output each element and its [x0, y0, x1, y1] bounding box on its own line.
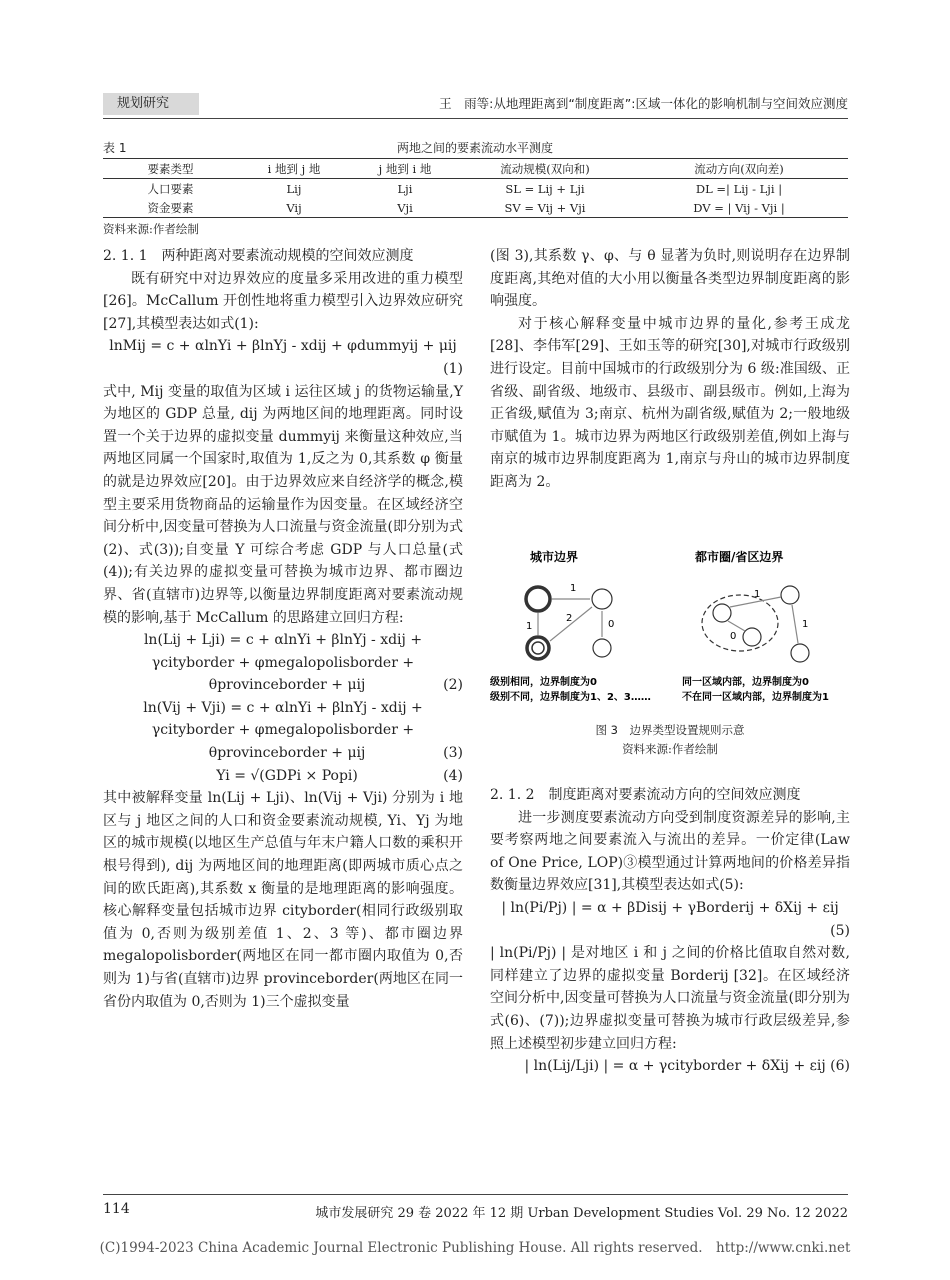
fig-note: 不在同一区域内部，边界制度为1: [682, 692, 829, 703]
table-cell: DV = | Vij - Vji |: [693, 200, 785, 215]
fig-label: 0: [608, 619, 615, 630]
table-row: [103, 179, 848, 199]
table-caption: 两地之间的要素流动水平测度: [396, 141, 553, 155]
table-cell: Lij: [286, 181, 302, 196]
fig-label: 2: [566, 613, 573, 624]
paragraph: 其中被解释变量 ln(Lij + Lji)、ln(Vij + Vji) 分别为 i 地区与 j 地区之间的人口和资金要素流动规模, Yi、Yj 为地区的城市规模(以地区生产总值与年末户籍人口数的乘积开根号得到), dij 为两地区间的地理距离(即两城市质心点之间的欧氏距离),其系数 x 衡量的是地理距离的影响强度。核心解释变量包括城市边界 cityborder(相同行政级别取值为 0,否则为级别差值 1、2、3 等)、都市圈边界 megalopolisborder(两地区在同一都市圈内取值为 0,否则为 1)与省(直辖市)边界 provinceborder(两地区在同一省份内取值为 0,否则为 1)三个虚拟变量: [103, 790, 463, 1010]
table-source: 资料来源:作者绘制: [103, 222, 199, 236]
equation-2: γcityborder + φmegalopolisborder +: [151, 654, 415, 671]
table-cell: 人口要素: [147, 181, 194, 196]
flow-arrow: [792, 605, 798, 643]
table-cell: Vij: [286, 200, 302, 215]
equation-3: γcityborder + φmegalopolisborder +: [151, 722, 415, 739]
fig-note: 同一区域内部，边界制度为0: [682, 677, 809, 688]
table-cell: Vji: [397, 200, 413, 215]
equation-2: θprovinceborder + μij: [208, 677, 366, 694]
city-node-small: [593, 639, 611, 657]
region-node: [791, 644, 809, 662]
header-rule: [103, 118, 848, 119]
col-header: i 地到 j 地: [267, 161, 321, 176]
col-header: j 地到 i 地: [378, 161, 432, 176]
equation-3: ln(Vij + Vji) = c + αlnYi + βlnYj - xdij +: [143, 699, 423, 716]
equation-number: (1): [443, 360, 463, 377]
figure-source: 资料来源:作者绘制: [622, 742, 718, 756]
left-column: [103, 245, 463, 1013]
equation-2: ln(Lij + Lji) = c + αlnYi + βlnYj - xdij +: [143, 632, 423, 649]
equation-6: | ln(Lij/Lji) | = α + γcityborder + δXij + εij (6): [524, 1058, 850, 1075]
paragraph: (图 3),其系数 γ、φ、与 θ 显著为负时,则说明存在边界制度距离,其绝对值的大小用以衡量各类型边界制度距离的影响强度。: [490, 248, 850, 310]
col-header: 流动规模(双向和): [500, 161, 590, 176]
fig-right-title: 都市圈/省区边界: [695, 550, 784, 564]
fig-label: 1: [570, 583, 577, 594]
section-heading: 2. 1. 2 制度距离对要素流动方向的空间效应测度: [490, 787, 801, 803]
fig-label: 1: [754, 589, 761, 600]
city-node-large: [526, 587, 550, 611]
table-row: [103, 198, 848, 218]
fig-note: 级别相同，边界制度为0: [490, 677, 597, 688]
equation-5: | ln(Pi/Pj) | = α + βDisij + γBorderij + δXij + εij: [501, 899, 839, 916]
equation-3: θprovinceborder + μij: [208, 745, 366, 762]
equation-number: (5): [830, 922, 850, 939]
equation-number: (4): [443, 767, 463, 784]
city-node-large: [527, 637, 549, 659]
region-node: [713, 604, 731, 622]
page-number: 114: [103, 1201, 130, 1217]
journal-info: 城市发展研究 29 卷 2022 年 12 期 Urban Development Studies Vol. 29 No. 12 2022: [315, 1206, 848, 1221]
paragraph: 对于核心解释变量中城市边界的量化,参考王成龙[28]、李伟军[29]、王如玉等的研究[30],对城市行政级别进行设定。目前中国城市的行政级别分为 6 级:准国级、正省级、副省级、地级市、县级市、副县级市。例如,上海为正省级,赋值为 3;南京、杭州为副省级,赋值为 2;一般地级市赋值为 1。城市边界为两地区行政级别差值,例如上海与南京的城市边界制度距离为 1,南京与舟山的城市边界制度距离为 2。: [490, 315, 850, 490]
region-node: [781, 586, 799, 604]
equation-number: (3): [443, 745, 463, 762]
copyright-line: (C)1994-2023 China Academic Journal Electronic Publishing House. All rights reserved. http://www.cnki.net: [99, 1240, 851, 1256]
paragraph: 既有研究中对边界效应的度量多采用改进的重力模型[26]。McCallum 开创性地将重力模型引入边界效应研究[27],其模型表达如式(1):: [103, 270, 463, 332]
city-node-inner: [532, 642, 544, 654]
fig-label: 1: [526, 621, 533, 632]
section-heading: 2. 1. 1 两种距离对要素流动规模的空间效应测度: [103, 248, 414, 264]
region-boundary: [702, 595, 778, 651]
paragraph: 进一步测度要素流动方向受到制度资源差异的影响,主要考察两地之间要素流入与流出的差异。一价定律(Law of One Price, LOP)③模型通过计算两地间的价格差异指数衡量边界效应[31],其模型表达如式(5):: [490, 809, 850, 894]
region-node: [743, 628, 761, 646]
equation-1: lnMij = c + αlnYi + βlnYj - xdij + φdummyij + μij: [109, 338, 457, 355]
running-title: 王 雨等:从地理距离到“制度距离”:区域一体化的影响机制与空间效应测度: [439, 96, 848, 111]
table-cell: 资金要素: [147, 200, 194, 215]
flow-arrow: [728, 621, 745, 631]
flow-measure-table: [103, 158, 848, 218]
table-cell: DL =| Lij - Lji |: [695, 181, 783, 196]
figure-caption: 图 3 边界类型设置规则示意: [595, 723, 745, 737]
equation-4: Yi = √(GDPi × Popi): [216, 767, 358, 784]
paragraph: 式中, Mij 变量的取值为区域 i 运往区域 j 的货物运输量,Y 为地区的 GDP 总量, dij 为两地区间的地理距离。同时设置一个关于边界的虚拟变量 dummyij 来衡量这种效应,当两地区同属一个国家时,取值为 1,反之为 0,其系数 φ 衡量的就是边界效应[20]。由于边界效应来自经济学的概念,模型主要采用货物商品的运输量作为因变量。在区域经济空间分析中,因变量可替换为人口流量与资金流量(即分别为式(2)、式(3));自变量 Y 可综合考虑 GDP 与人口总量(式(4));有关边界的虚拟变量可替换为城市边界、都市圈边界、省(直辖市)边界等,以衡量边界制度距离对要素流动规模的影响,基于 McCallum 的思路建立回归方程:: [103, 383, 463, 626]
fig-label: 1: [802, 619, 809, 630]
table-label: 表 1: [103, 141, 127, 155]
col-header: 流动方向(双向差): [694, 161, 784, 176]
paragraph: | ln(Pi/Pj) | 是对地区 i 和 j 之间的价格比值取自然对数,同样建立了边界的虚拟变量 Borderij [32]。在区域经济空间分析中,因变量可替换为人口流量与资金流量(即分别为式(6)、(7));边界虚拟变量可替换为城市行政层级差异,参照上述模型初步建立回归方程:: [490, 945, 850, 1052]
city-node-small: [592, 589, 612, 609]
fig-label: 0: [730, 631, 737, 642]
table-header-row: [103, 159, 848, 179]
table-cell: Lji: [397, 181, 413, 196]
section-tag: 规划研究: [103, 93, 199, 115]
fig-note: 级别不同，边界制度为1、2、3……: [490, 692, 651, 703]
right-column-lower: [490, 784, 850, 1078]
table-cell: SV = Vij + Vji: [504, 200, 586, 215]
right-column: [490, 245, 850, 494]
footer-rule: [103, 1194, 848, 1195]
equation-number: (2): [443, 677, 463, 694]
col-header: 要素类型: [147, 161, 194, 176]
fig-left-title: 城市边界: [530, 550, 579, 564]
table-cell: SL = Lij + Lji: [505, 181, 585, 196]
